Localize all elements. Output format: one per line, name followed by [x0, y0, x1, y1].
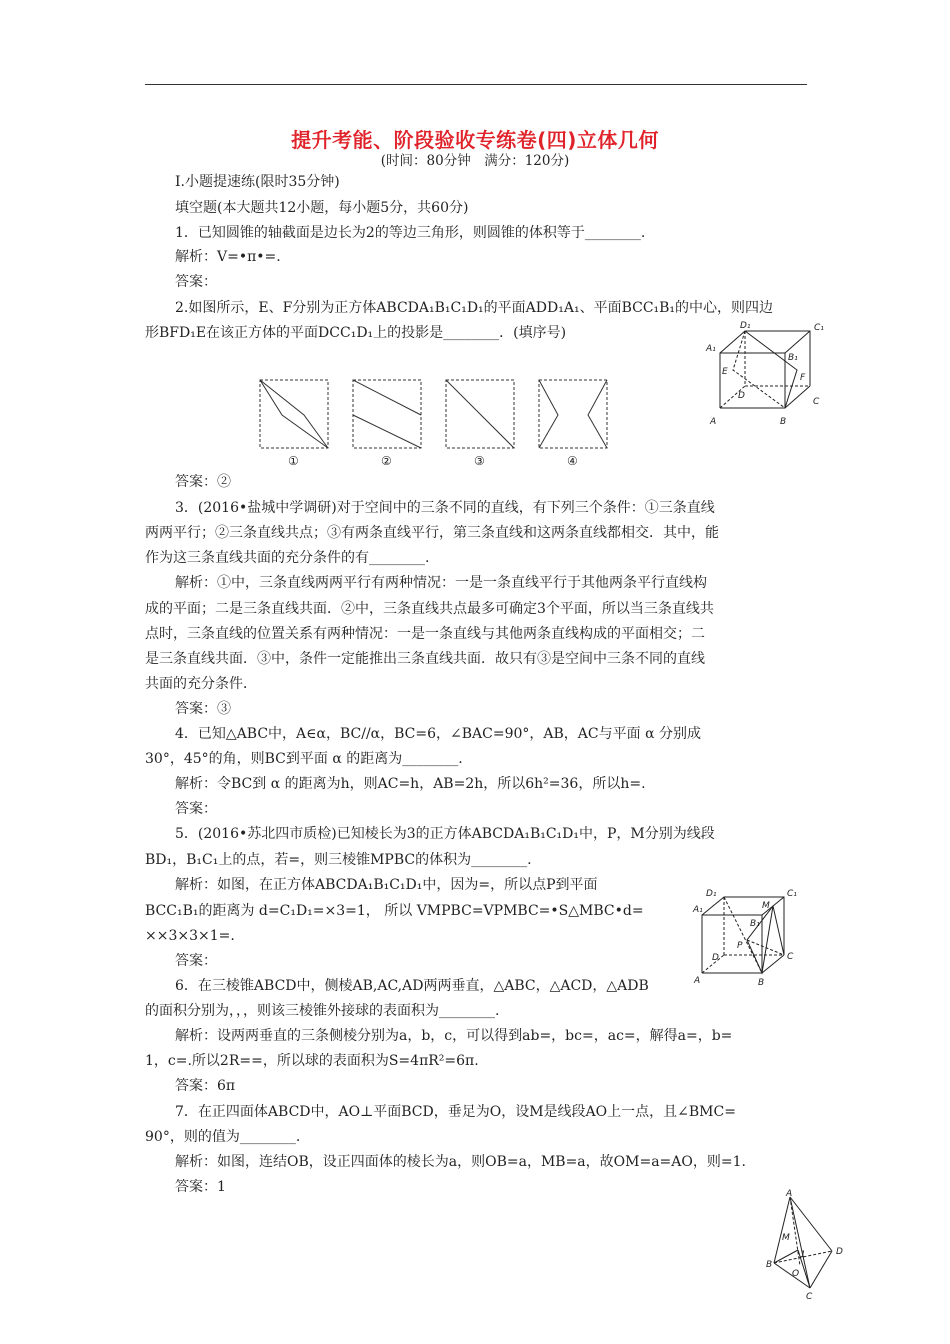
q7-text: 90°，则的值为________.: [145, 1129, 301, 1145]
projection-options: [255, 375, 625, 470]
page-title: 提升考能、阶段验收专练卷(四)立体几何: [291, 128, 659, 152]
q4-text: 30°，45°的角，则BC到平面 α 的距离为________.: [145, 751, 463, 767]
option-1-label: ①: [288, 454, 299, 468]
cube1-label: A₁: [706, 344, 716, 354]
tetra-label: D: [836, 1247, 843, 1257]
q6-answer: 答案：6π: [175, 1078, 236, 1094]
q3-answer: 答案：③: [175, 701, 231, 717]
cube1-label: A: [710, 417, 717, 427]
tetra-label: 1: [800, 1250, 806, 1260]
q6-text: 的面积分别为，，，则该三棱锥外接球的表面积为________.: [145, 1003, 500, 1019]
top-rule: [145, 84, 807, 85]
cube1-label: C₁: [814, 323, 824, 333]
tetra-label: A: [786, 1189, 793, 1199]
cube1-label: E: [722, 367, 728, 377]
q1-text: 1．已知圆锥的轴截面是边长为2的等边三角形，则圆锥的体积等于________.: [175, 225, 646, 241]
q3-solution: 点时，三条直线的位置关系有两种情况：一是一条直线与其他两条直线构成的平面相交；二: [145, 626, 705, 642]
q3-solution: 是三条直线共面．③中，条件一定能推出三条直线共面．故只有③是空间中三条不同的直线: [145, 651, 705, 667]
cube1-label: B₁: [788, 353, 798, 363]
tetra-label: C: [806, 1292, 813, 1302]
cube1-label: D₁: [740, 321, 751, 331]
q2-text: 2.如图所示，E、F分别为正方体ABCDA₁B₁C₁D₁的平面ADD₁A₁、平面BCC₁B₁的中心，则四边: [175, 300, 774, 316]
cube2-label: D: [712, 953, 719, 963]
time-score-note: (时间：80分钟 满分：120分): [380, 153, 570, 169]
q7-text: 7．在正四面体ABCD中，AO⊥平面BCD，垂足为O，设M是线段AO上一点，且∠BMC=: [175, 1104, 736, 1120]
cube2-label: C₁: [787, 889, 797, 899]
cube2-label: P: [737, 941, 743, 951]
q3-text: 3．(2016•盐城中学调研)对于空间中的三条不同的直线，有下列三个条件：①三条直线: [175, 500, 715, 516]
q3-solution: 解析：①中，三条直线两两平行有两种情况：一是一条直线平行于其他两条平行直线构: [175, 575, 707, 591]
cube2-label: B: [758, 978, 765, 988]
cube2-label: A: [694, 976, 701, 986]
tetra-label: M: [782, 1233, 790, 1243]
cube2-label: M: [762, 901, 770, 911]
q6-solution: 解析：设两两垂直的三条侧棱分别为a，b，c，可以得到ab=，bc=，ac=，解得a=，b=: [175, 1028, 733, 1044]
cube2-label: B₁: [750, 919, 760, 929]
q2-answer: 答案：②: [175, 474, 231, 490]
q3-solution: 共面的充分条件．: [145, 676, 257, 692]
tetra-label: O: [792, 1269, 800, 1279]
q4-solution: 解析：令BC到 α 的距离为h，则AC=h，AB=2h，所以6h²=36，所以h=.: [175, 776, 646, 792]
q1-solution: 解析：V=•π•=.: [175, 249, 281, 265]
cube1-label: B: [780, 417, 787, 427]
tetra-label: B: [766, 1260, 773, 1270]
section-heading: Ⅰ.小题提速练(限时35分钟): [175, 174, 340, 190]
cube1-label: C: [813, 397, 820, 407]
option-3-label: ③: [474, 454, 485, 468]
q5-text: BD₁，B₁C₁上的点，若=，则三棱锥MPBC的体积为________.: [145, 852, 532, 868]
cube-figure-q5: [692, 888, 807, 988]
q2-text: 形BFD₁E在该正方体的平面DCC₁D₁上的投影是________．(填序号): [145, 325, 567, 341]
cube-figure-q2: [700, 318, 830, 430]
q7-answer: 答案：1: [175, 1179, 226, 1195]
tetrahedron-figure-q7: [766, 1188, 850, 1302]
q6-solution: 1，c=.所以2R==，所以球的表面积为S=4πR²=6π.: [145, 1053, 479, 1069]
instructions: 填空题(本大题共12小题，每小题5分，共60分): [175, 200, 469, 216]
cube2-label: C: [787, 952, 794, 962]
option-2-label: ②: [381, 454, 392, 468]
cube1-label: F: [800, 373, 806, 383]
q5-text: 5．(2016•苏北四市质检)已知棱长为3的正方体ABCDA₁B₁C₁D₁中，P，M分别为线段: [175, 826, 715, 842]
cube2-label: A₁: [693, 905, 703, 915]
cube1-label: D: [738, 391, 745, 401]
q4-text: 4．已知△ABC中，A∈α，BC//α，BC=6，∠BAC=90°，AB，AC与平面 α 分别成: [175, 726, 701, 742]
option-4-label: ④: [567, 454, 578, 468]
q4-answer: 答案：: [175, 801, 217, 817]
q3-text: 两两平行；②三条直线共点；③有两条直线平行，第三条直线和这两条直线都相交．其中，能: [145, 525, 719, 541]
q5-solution: ××3×3×1=.: [145, 928, 235, 944]
q7-solution: 解析：如图，连结OB，设正四面体的棱长为a，则OB=a，MB=a，故OM=a=AO，则=1.: [175, 1154, 746, 1170]
q5-solution: BCC₁B₁的距离为 d=C₁D₁=×3=1， 所以 VMPBC=VPMBC=•S△MBC•d=: [145, 903, 644, 919]
cube2-label: D₁: [706, 889, 717, 899]
q1-answer: 答案：: [175, 274, 217, 290]
q5-solution: 解析：如图，在正方体ABCDA₁B₁C₁D₁中，因为=，所以点P到平面: [175, 877, 598, 893]
q3-solution: 成的平面；二是三条直线共面．②中，三条直线共点最多可确定3个平面，所以当三条直线共: [145, 601, 714, 617]
q3-text: 作为这三条直线共面的充分条件的有________.: [145, 550, 430, 566]
q6-text: 6．在三棱锥ABCD中，侧棱AB,AC,AD两两垂直，△ABC，△ACD，△ADB: [175, 978, 649, 994]
q5-answer: 答案：: [175, 953, 217, 969]
